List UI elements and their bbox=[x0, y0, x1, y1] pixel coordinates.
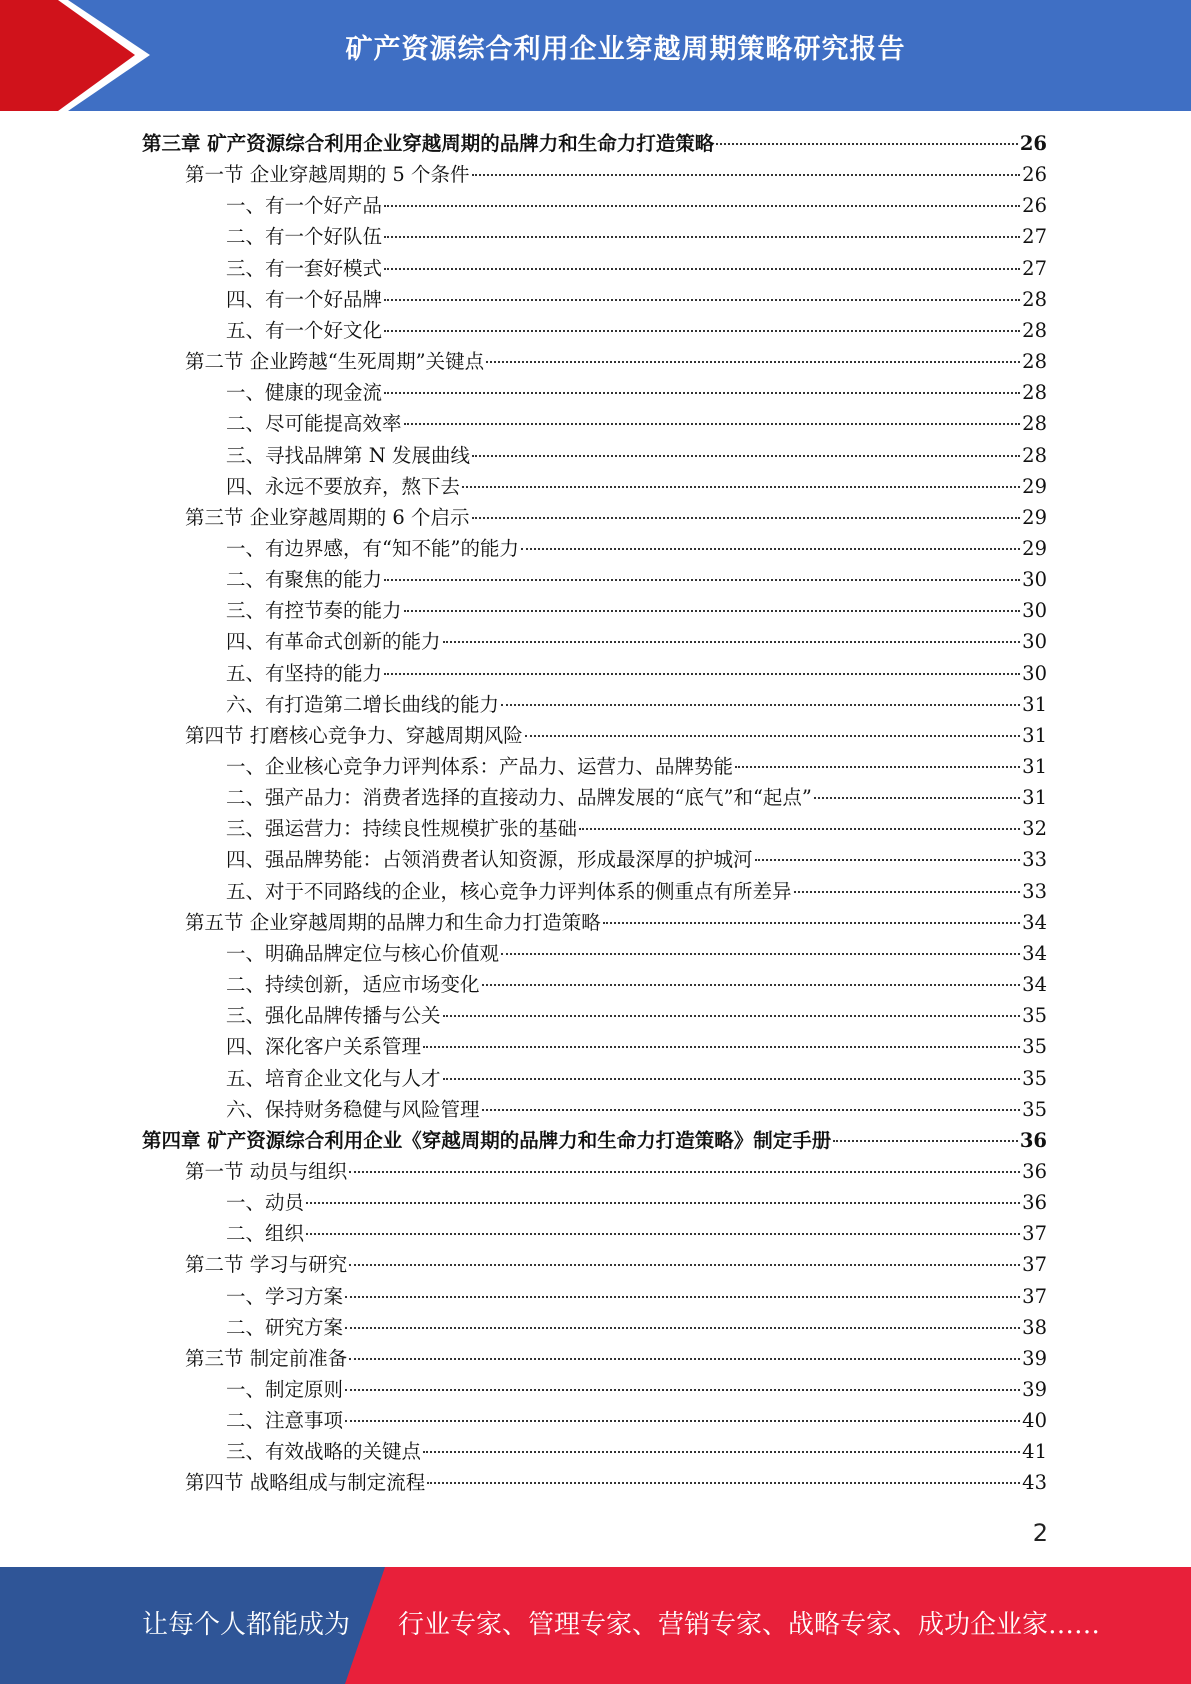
toc-entry-title: 一、健康的现金流 bbox=[226, 381, 383, 405]
toc-entry-title: 五、有坚持的能力 bbox=[226, 661, 383, 685]
toc-subsection-entry[interactable] bbox=[226, 1063, 1047, 1094]
toc-entry-page: 35 bbox=[1022, 1097, 1047, 1121]
footer-slogan-left: 让每个人都能成为 bbox=[142, 1610, 351, 1640]
toc-entry-title: 五、对于不同路线的企业，核心竞争力评判体系的侧重点有所差异 bbox=[226, 879, 792, 903]
toc-section-entry[interactable] bbox=[185, 1156, 1047, 1187]
toc-subsection-entry[interactable] bbox=[226, 876, 1047, 907]
toc-subsection-entry[interactable] bbox=[226, 938, 1047, 969]
toc-dot-leader bbox=[345, 1296, 1020, 1298]
toc-entry-title: 四、深化客户关系管理 bbox=[226, 1035, 422, 1059]
toc-entry-page: 28 bbox=[1022, 412, 1047, 436]
toc-subsection-entry[interactable] bbox=[226, 658, 1047, 689]
toc-subsection-entry[interactable] bbox=[226, 377, 1047, 408]
toc-entry-page: 37 bbox=[1022, 1222, 1047, 1246]
toc-chapter-entry[interactable] bbox=[142, 128, 1047, 159]
toc-dot-leader bbox=[472, 517, 1021, 519]
toc-dot-leader bbox=[482, 1109, 1021, 1111]
toc-entry-title: 五、有一个好文化 bbox=[226, 318, 383, 342]
toc-entry-page: 33 bbox=[1022, 879, 1047, 903]
header-band bbox=[0, 0, 1191, 111]
toc-entry-page: 30 bbox=[1022, 661, 1047, 685]
toc-dot-leader bbox=[525, 735, 1020, 737]
toc-entry-title: 一、有边界感，有“知不能”的能力 bbox=[226, 536, 519, 560]
toc-subsection-entry[interactable] bbox=[226, 1094, 1047, 1125]
toc-entry-title: 六、有打造第二增长曲线的能力 bbox=[226, 692, 500, 716]
toc-entry-page: 41 bbox=[1022, 1440, 1047, 1464]
toc-chapter-entry[interactable] bbox=[142, 1125, 1047, 1156]
toc-entry-title: 四、有革命式创新的能力 bbox=[226, 630, 441, 654]
toc-entry-title: 一、学习方案 bbox=[226, 1284, 344, 1308]
toc-entry-page: 28 bbox=[1022, 318, 1047, 342]
toc-entry-title: 三、强运营力：持续良性规模扩张的基础 bbox=[226, 817, 578, 841]
toc-entry-page: 34 bbox=[1022, 941, 1047, 965]
toc-entry-title: 二、有聚焦的能力 bbox=[226, 568, 383, 592]
toc-entry-title: 五、培育企业文化与人才 bbox=[226, 1066, 441, 1090]
toc-entry-title: 三、有一套好模式 bbox=[226, 256, 383, 280]
toc-entry-title: 三、强化品牌传播与公关 bbox=[226, 1004, 441, 1028]
toc-entry-page: 31 bbox=[1022, 755, 1047, 778]
toc-dot-leader bbox=[486, 361, 1020, 363]
page-number: 2 bbox=[1032, 1519, 1048, 1547]
toc-entry-page: 32 bbox=[1022, 817, 1047, 841]
toc-subsection-entry[interactable] bbox=[226, 190, 1047, 221]
toc-entry-page: 37 bbox=[1022, 1253, 1047, 1277]
toc-entry-page: 28 bbox=[1022, 381, 1047, 405]
toc-entry-page: 31 bbox=[1022, 723, 1047, 747]
toc-entry-title: 六、保持财务稳健与风险管理 bbox=[226, 1097, 480, 1121]
toc-entry-title: 二、研究方案 bbox=[226, 1315, 344, 1339]
toc-entry-title: 三、有控节奏的能力 bbox=[226, 599, 402, 623]
toc-subsection-entry[interactable] bbox=[226, 471, 1047, 502]
toc-entry-title: 第五节 企业穿越周期的品牌力和生命力打造策略 bbox=[185, 910, 601, 934]
toc-dot-leader bbox=[345, 1389, 1020, 1391]
toc-entry-page: 37 bbox=[1022, 1284, 1047, 1308]
toc-section-entry[interactable] bbox=[185, 502, 1047, 533]
toc-dot-leader bbox=[833, 1140, 1018, 1142]
toc-dot-leader bbox=[423, 1046, 1020, 1048]
toc-dot-leader bbox=[603, 922, 1020, 924]
toc-entry-title: 第一节 企业穿越周期的 5 个条件 bbox=[185, 163, 470, 187]
toc-entry-page: 29 bbox=[1022, 536, 1047, 560]
toc-section-entry[interactable] bbox=[185, 720, 1047, 751]
toc-dot-leader bbox=[755, 859, 1021, 861]
toc-entry-page: 36 bbox=[1022, 1191, 1047, 1215]
toc-subsection-entry[interactable] bbox=[226, 253, 1047, 284]
toc-entry-title: 二、注意事项 bbox=[226, 1409, 344, 1433]
toc-dot-leader bbox=[384, 268, 1020, 270]
toc-dot-leader bbox=[384, 673, 1020, 675]
toc-entry-title: 一、有一个好产品 bbox=[226, 194, 383, 218]
toc-dot-leader bbox=[443, 1078, 1021, 1080]
toc-entry-page: 43 bbox=[1022, 1471, 1047, 1495]
toc-dot-leader bbox=[349, 1264, 1020, 1266]
toc-section-entry[interactable] bbox=[185, 1249, 1047, 1280]
toc-subsection-entry[interactable] bbox=[226, 408, 1047, 439]
toc-dot-leader bbox=[404, 423, 1021, 425]
toc-dot-leader bbox=[384, 299, 1020, 301]
toc-entry-page: 29 bbox=[1022, 505, 1047, 529]
toc-section-entry[interactable] bbox=[185, 907, 1047, 938]
toc-entry-page: 30 bbox=[1022, 568, 1047, 592]
toc-subsection-entry[interactable] bbox=[226, 1218, 1047, 1249]
toc-entry-page: 29 bbox=[1022, 474, 1047, 498]
footer-band bbox=[0, 1567, 1191, 1684]
toc-entry-title: 第三章 矿产资源综合利用企业穿越周期的品牌力和生命力打造策略 bbox=[142, 132, 715, 155]
toc-entry-title: 第四节 打磨核心竞争力、穿越周期风险 bbox=[185, 723, 523, 747]
toc-entry-page: 30 bbox=[1022, 630, 1047, 654]
toc-entry-title: 二、组织 bbox=[226, 1222, 305, 1246]
toc-dot-leader bbox=[384, 392, 1020, 394]
toc-entry-page: 26 bbox=[1019, 132, 1047, 155]
toc-subsection-entry[interactable] bbox=[226, 284, 1047, 315]
toc-entry-page: 28 bbox=[1022, 287, 1047, 311]
toc-dot-leader bbox=[384, 330, 1020, 332]
toc-entry-page: 35 bbox=[1022, 1035, 1047, 1059]
toc-subsection-entry[interactable] bbox=[226, 1281, 1047, 1312]
toc-entry-title: 第二节 企业跨越“生死周期”关键点 bbox=[185, 350, 485, 374]
toc-entry-title: 第四节 战略组成与制定流程 bbox=[185, 1471, 426, 1495]
toc-entry-page: 38 bbox=[1022, 1315, 1047, 1339]
toc-subsection-entry[interactable] bbox=[226, 782, 1047, 813]
toc-entry-title: 四、强品牌势能：占领消费者认知资源，形成最深厚的护城河 bbox=[226, 848, 753, 872]
toc-dot-leader bbox=[579, 828, 1020, 830]
toc-entry-page: 35 bbox=[1022, 1066, 1047, 1090]
toc-subsection-entry[interactable] bbox=[226, 440, 1047, 471]
toc-subsection-entry[interactable] bbox=[226, 315, 1047, 346]
toc-dot-leader bbox=[404, 610, 1021, 612]
toc-subsection-entry[interactable] bbox=[226, 1031, 1047, 1062]
toc-subsection-entry[interactable] bbox=[226, 844, 1047, 875]
toc-entry-page: 34 bbox=[1022, 973, 1047, 997]
toc-subsection-entry[interactable] bbox=[226, 751, 1047, 782]
toc-dot-leader bbox=[384, 236, 1020, 238]
toc-entry-title: 一、制定原则 bbox=[226, 1378, 344, 1401]
toc-section-entry[interactable] bbox=[185, 346, 1047, 377]
toc-dot-leader bbox=[472, 455, 1020, 457]
toc-dot-leader bbox=[814, 797, 1020, 799]
toc-entry-title: 三、寻找品牌第 N 发展曲线 bbox=[226, 443, 470, 467]
toc-dot-leader bbox=[349, 1171, 1020, 1173]
toc-entry-title: 一、动员 bbox=[226, 1191, 305, 1215]
toc-entry-page: 35 bbox=[1022, 1004, 1047, 1028]
toc-entry-page: 39 bbox=[1022, 1346, 1047, 1370]
toc-entry-title: 二、强产品力：消费者选择的直接动力、品牌发展的“底气”和“起点” bbox=[226, 786, 812, 810]
toc-dot-leader bbox=[384, 205, 1020, 207]
toc-entry-title: 一、企业核心竞争力评判体系：产品力、运营力、品牌势能 bbox=[226, 755, 734, 778]
toc-entry-page: 26 bbox=[1022, 163, 1047, 187]
toc-entry-page: 27 bbox=[1022, 225, 1047, 249]
toc-entry-page: 36 bbox=[1022, 1159, 1047, 1183]
toc-dot-leader bbox=[423, 1451, 1020, 1453]
toc-entry-page: 31 bbox=[1022, 692, 1047, 716]
toc-dot-leader bbox=[716, 143, 1018, 145]
toc-entry-page: 28 bbox=[1022, 443, 1047, 467]
toc-subsection-entry[interactable] bbox=[226, 1436, 1047, 1467]
toc-entry-page: 36 bbox=[1019, 1128, 1047, 1152]
toc-entry-title: 第四章 矿产资源综合利用企业《穿越周期的品牌力和生命力打造策略》制定手册 bbox=[142, 1128, 832, 1152]
toc-entry-title: 二、持续创新，适应市场变化 bbox=[226, 973, 480, 997]
toc-dot-leader bbox=[306, 1202, 1020, 1204]
toc-dot-leader bbox=[482, 984, 1021, 986]
toc-entry-title: 四、有一个好品牌 bbox=[226, 287, 383, 311]
toc-dot-leader bbox=[794, 891, 1021, 893]
toc-section-entry[interactable] bbox=[185, 159, 1047, 190]
toc-subsection-entry[interactable] bbox=[226, 564, 1047, 595]
toc-subsection-entry[interactable] bbox=[226, 221, 1047, 252]
toc-entry-page: 27 bbox=[1022, 256, 1047, 280]
toc-section-entry[interactable] bbox=[185, 1343, 1047, 1374]
toc-dot-leader bbox=[349, 1358, 1020, 1360]
toc-entry-title: 第一节 动员与组织 bbox=[185, 1159, 348, 1183]
toc-dot-leader bbox=[521, 548, 1020, 550]
toc-entry-page: 30 bbox=[1022, 599, 1047, 623]
toc-entry-title: 一、明确品牌定位与核心价值观 bbox=[226, 941, 500, 965]
toc-entry-title: 第二节 学习与研究 bbox=[185, 1253, 348, 1277]
toc-entry-title: 第三节 企业穿越周期的 6 个启示 bbox=[185, 505, 470, 529]
toc-entry-page: 26 bbox=[1022, 194, 1047, 218]
toc-entry-page: 39 bbox=[1022, 1378, 1047, 1401]
toc-entry-page: 28 bbox=[1022, 350, 1047, 374]
toc-dot-leader bbox=[384, 579, 1020, 581]
toc-dot-leader bbox=[462, 486, 1020, 488]
toc-dot-leader bbox=[501, 704, 1020, 706]
toc-subsection-entry[interactable] bbox=[226, 1405, 1047, 1436]
toc-entry-page: 40 bbox=[1022, 1409, 1047, 1433]
toc-dot-leader bbox=[735, 766, 1020, 768]
toc-subsection-entry[interactable] bbox=[226, 595, 1047, 626]
toc-dot-leader bbox=[345, 1420, 1020, 1422]
toc-entry-title: 三、有效战略的关键点 bbox=[226, 1440, 422, 1464]
toc-subsection-entry[interactable] bbox=[226, 1000, 1047, 1031]
toc-subsection-entry[interactable] bbox=[226, 1187, 1047, 1218]
toc-section-entry[interactable] bbox=[185, 1467, 1047, 1498]
toc-dot-leader bbox=[427, 1482, 1020, 1484]
footer-slogan-right: 行业专家、管理专家、营销专家、战略专家、成功企业家…… bbox=[398, 1610, 1101, 1640]
toc-subsection-entry[interactable] bbox=[226, 689, 1047, 720]
toc-dot-leader bbox=[501, 953, 1020, 955]
toc-dot-leader bbox=[306, 1233, 1020, 1235]
toc-entry-page: 31 bbox=[1022, 786, 1047, 810]
toc-subsection-entry[interactable] bbox=[226, 626, 1047, 657]
toc-dot-leader bbox=[472, 174, 1021, 176]
toc-entry-title: 二、尽可能提高效率 bbox=[226, 412, 402, 436]
toc-entry-title: 二、有一个好队伍 bbox=[226, 225, 383, 249]
toc-entry-page: 33 bbox=[1022, 848, 1047, 872]
toc-subsection-entry[interactable] bbox=[226, 1374, 1047, 1405]
toc-dot-leader bbox=[345, 1327, 1020, 1329]
toc-subsection-entry[interactable] bbox=[226, 969, 1047, 1000]
toc-entry-title: 第三节 制定前准备 bbox=[185, 1346, 348, 1370]
toc-subsection-entry[interactable] bbox=[226, 813, 1047, 844]
toc-entry-page: 34 bbox=[1022, 910, 1047, 934]
toc-dot-leader bbox=[443, 641, 1021, 643]
report-title: 矿产资源综合利用企业穿越周期策略研究报告 bbox=[345, 34, 906, 65]
toc-dot-leader bbox=[443, 1015, 1021, 1017]
toc-subsection-entry[interactable] bbox=[226, 1312, 1047, 1343]
toc-entry-title: 四、永远不要放弃，熬下去 bbox=[226, 474, 461, 498]
toc-subsection-entry[interactable] bbox=[226, 533, 1047, 564]
